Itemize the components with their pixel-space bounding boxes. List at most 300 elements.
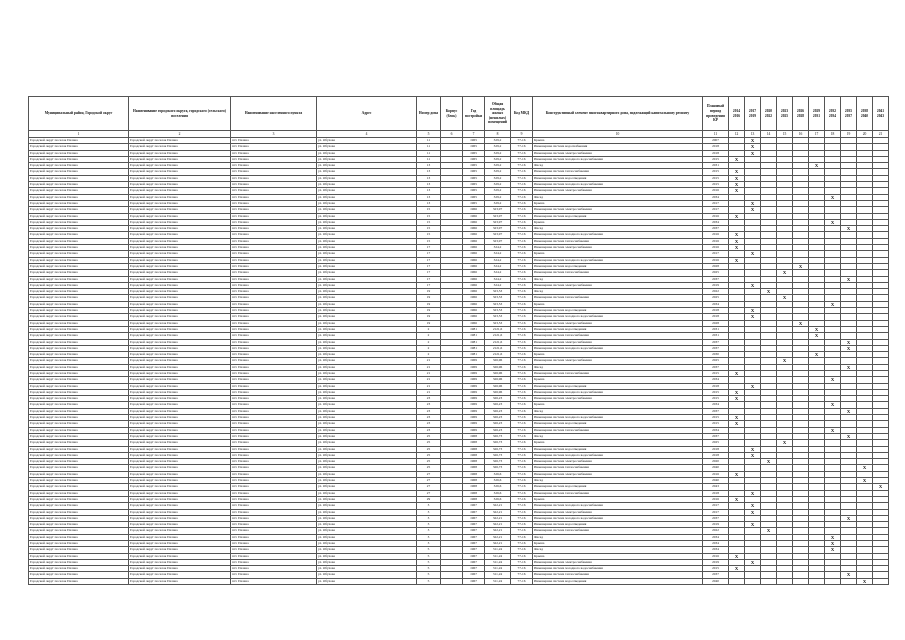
- house-number-cell: 2: [417, 339, 441, 345]
- address-cell: ул. Обухова: [317, 433, 417, 439]
- structural-element-cell: Инженерная система электроснабжения: [533, 339, 703, 345]
- column-header: 2023 2025: [777, 97, 793, 131]
- structural-element-cell: Крыша: [533, 402, 703, 408]
- municipal-district-cell: Городской округ поселок Палана: [29, 559, 129, 565]
- planned-period-cell: 2017: [703, 251, 729, 257]
- house-number-cell: 3: [417, 509, 441, 515]
- column-number: 20: [857, 131, 873, 138]
- planned-period-cell: 2015: [703, 396, 729, 402]
- mkd-code-cell: 77-16: [511, 263, 533, 269]
- house-number-cell: 25: [417, 452, 441, 458]
- locality-cell: пгт. Палана: [231, 263, 317, 269]
- area-cell: 323,97: [485, 238, 511, 244]
- settlement-cell: Городской округ поселок Палана: [129, 553, 231, 559]
- locality-cell: пгт. Палана: [231, 389, 317, 395]
- planned-period-cell: 2018: [703, 383, 729, 389]
- build-year-cell: 1966: [463, 314, 485, 320]
- municipal-district-cell: Городской округ поселок Палана: [29, 188, 129, 194]
- structural-element-cell: Фасад: [533, 534, 703, 540]
- house-number-cell: 13: [417, 182, 441, 188]
- address-cell: ул. Обухова: [317, 213, 417, 219]
- column-header: Корпус (блок): [441, 97, 463, 131]
- address-cell: ул. Обухова: [317, 232, 417, 238]
- address-cell: ул. Обухова: [317, 547, 417, 553]
- period-mark-cell: X: [729, 415, 745, 421]
- area-cell: 324,2: [485, 276, 511, 282]
- period-mark-cell: X: [729, 238, 745, 244]
- period-mark-cell: X: [745, 503, 761, 509]
- locality-cell: пгт. Палана: [231, 289, 317, 295]
- period-mark-cell: X: [729, 156, 745, 162]
- municipal-district-cell: Городской округ поселок Палана: [29, 509, 129, 515]
- planned-period-cell: 2019: [703, 282, 729, 288]
- area-cell: 326,6: [485, 490, 511, 496]
- column-number: 4: [317, 131, 417, 138]
- planned-period-cell: 2016: [703, 496, 729, 502]
- mkd-code-cell: 77-16: [511, 465, 533, 471]
- area-cell: 326,73: [485, 459, 511, 465]
- locality-cell: пгт. Палана: [231, 490, 317, 496]
- planned-period-cell: 2016: [703, 553, 729, 559]
- mkd-code-cell: 77-16: [511, 295, 533, 301]
- mkd-code-cell: 77-16: [511, 308, 533, 314]
- mkd-code-cell: 77-16: [511, 578, 533, 584]
- period-mark-cell: X: [841, 339, 857, 345]
- settlement-cell: Городской округ поселок Палана: [129, 257, 231, 263]
- settlement-cell: Городской округ поселок Палана: [129, 251, 231, 257]
- mkd-code-cell: 77-16: [511, 547, 533, 553]
- build-year-cell: 1967: [463, 534, 485, 540]
- mkd-code-cell: 77-16: [511, 270, 533, 276]
- period-mark-cell: X: [745, 522, 761, 528]
- area-cell: 326,73: [485, 465, 511, 471]
- house-number-cell: 2: [417, 326, 441, 332]
- period-mark-cell: X: [825, 402, 841, 408]
- municipal-district-cell: Городской округ поселок Палана: [29, 572, 129, 578]
- address-cell: ул. Обухова: [317, 452, 417, 458]
- planned-period-cell: 2025: [703, 270, 729, 276]
- mkd-code-cell: 77-16: [511, 503, 533, 509]
- planned-period-cell: 2034: [703, 377, 729, 383]
- area-cell: 326,96: [485, 383, 511, 389]
- area-cell: 323,97: [485, 213, 511, 219]
- house-number-cell: 11: [417, 138, 441, 144]
- period-mark-cell: X: [825, 534, 841, 540]
- settlement-cell: Городской округ поселок Палана: [129, 238, 231, 244]
- period-mark-cell: [841, 578, 857, 584]
- locality-cell: пгт. Палана: [231, 270, 317, 276]
- period-mark-cell: X: [809, 352, 825, 358]
- period-mark-cell: X: [841, 572, 857, 578]
- address-cell: ул. Обухова: [317, 238, 417, 244]
- settlement-cell: Городской округ поселок Палана: [129, 446, 231, 452]
- build-year-cell: 1966: [463, 207, 485, 213]
- area-cell: 326,6: [485, 484, 511, 490]
- column-header: Адрес: [317, 97, 417, 131]
- address-cell: ул. Обухова: [317, 408, 417, 414]
- locality-cell: пгт. Палана: [231, 408, 317, 414]
- address-cell: ул. Обухова: [317, 144, 417, 150]
- period-mark-cell: X: [777, 440, 793, 446]
- area-cell: 323,97: [485, 232, 511, 238]
- structural-element-cell: Инженерная система водоотведения: [533, 308, 703, 314]
- period-mark-cell: X: [777, 358, 793, 364]
- structural-element-cell: Инженерная система теплоснабжения: [533, 465, 703, 471]
- planned-period-cell: 2043: [703, 484, 729, 490]
- settlement-cell: Городской округ поселок Палана: [129, 175, 231, 181]
- area-cell: 326,73: [485, 433, 511, 439]
- building-block-cell: [441, 578, 463, 584]
- house-number-cell: 15: [417, 213, 441, 219]
- settlement-cell: Городской округ поселок Палана: [129, 478, 231, 484]
- planned-period-cell: 2034: [703, 219, 729, 225]
- structural-element-cell: Фасад: [533, 547, 703, 553]
- address-cell: ул. Обухова: [317, 156, 417, 162]
- municipal-district-cell: Городской округ поселок Палана: [29, 200, 129, 206]
- period-mark-cell: X: [841, 408, 857, 414]
- column-number: 16: [793, 131, 809, 138]
- column-number: 11: [703, 131, 729, 138]
- mkd-code-cell: 77-16: [511, 389, 533, 395]
- column-number: 8: [485, 131, 511, 138]
- municipal-district-cell: Городской округ поселок Палана: [29, 553, 129, 559]
- address-cell: ул. Обухова: [317, 207, 417, 213]
- mkd-code-cell: 77-16: [511, 478, 533, 484]
- build-year-cell: 1967: [463, 528, 485, 534]
- structural-element-cell: Инженерная система водоотведения: [533, 522, 703, 528]
- structural-element-cell: Инженерная система водоотведения: [533, 213, 703, 219]
- structural-element-cell: Фасад: [533, 408, 703, 414]
- build-year-cell: 1968: [463, 496, 485, 502]
- municipal-district-cell: Городской округ поселок Палана: [29, 370, 129, 376]
- mkd-code-cell: 77-16: [511, 515, 533, 521]
- planned-period-cell: 2016: [703, 471, 729, 477]
- house-number-cell: 15: [417, 207, 441, 213]
- area-cell: 322,21: [485, 534, 511, 540]
- build-year-cell: 1965: [463, 200, 485, 206]
- planned-period-cell: 2037: [703, 364, 729, 370]
- locality-cell: пгт. Палана: [231, 509, 317, 515]
- address-cell: ул. Обухова: [317, 175, 417, 181]
- planned-period-cell: 2017: [703, 509, 729, 515]
- house-number-cell: 19: [417, 301, 441, 307]
- build-year-cell: 1966: [463, 219, 485, 225]
- column-header: 2035 2037: [841, 97, 857, 131]
- build-year-cell: 1965: [463, 138, 485, 144]
- municipal-district-cell: Городской округ поселок Палана: [29, 308, 129, 314]
- municipal-district-cell: Городской округ поселок Палана: [29, 522, 129, 528]
- address-cell: ул. Обухова: [317, 515, 417, 521]
- settlement-cell: Городской округ поселок Палана: [129, 245, 231, 251]
- settlement-cell: Городской округ поселок Палана: [129, 144, 231, 150]
- locality-cell: пгт. Палана: [231, 156, 317, 162]
- build-year-cell: 1968: [463, 490, 485, 496]
- build-year-cell: 1965: [463, 175, 485, 181]
- period-mark-cell: X: [745, 383, 761, 389]
- area-cell: 324,2: [485, 245, 511, 251]
- build-year-cell: 1969: [463, 364, 485, 370]
- planned-period-cell: 2034: [703, 541, 729, 547]
- mkd-code-cell: 77-16: [511, 541, 533, 547]
- mkd-code-cell: 77-16: [511, 245, 533, 251]
- municipal-district-cell: Городской округ поселок Палана: [29, 496, 129, 502]
- mkd-code-cell: 77-16: [511, 320, 533, 326]
- period-mark-cell: X: [729, 169, 745, 175]
- municipal-district-cell: Городской округ поселок Палана: [29, 446, 129, 452]
- locality-cell: пгт. Палана: [231, 496, 317, 502]
- locality-cell: пгт. Палана: [231, 370, 317, 376]
- planned-period-cell: 2034: [703, 301, 729, 307]
- municipal-district-cell: Городской округ поселок Палана: [29, 144, 129, 150]
- period-mark-cell: [873, 578, 889, 584]
- column-number: 15: [777, 131, 793, 138]
- area-cell: 326,6: [485, 471, 511, 477]
- area-cell: 329,2: [485, 138, 511, 144]
- planned-period-cell: 2015: [703, 389, 729, 395]
- settlement-cell: Городской округ поселок Палана: [129, 415, 231, 421]
- municipal-district-cell: Городской округ поселок Палана: [29, 289, 129, 295]
- house-number-cell: 3: [417, 522, 441, 528]
- locality-cell: пгт. Палана: [231, 282, 317, 288]
- build-year-cell: 1966: [463, 276, 485, 282]
- area-cell: 326,96: [485, 358, 511, 364]
- locality-cell: пгт. Палана: [231, 578, 317, 584]
- build-year-cell: 1967: [463, 509, 485, 515]
- period-mark-cell: X: [745, 282, 761, 288]
- locality-cell: пгт. Палана: [231, 566, 317, 572]
- mkd-code-cell: 77-16: [511, 383, 533, 389]
- planned-period-cell: 2007: [703, 138, 729, 144]
- address-cell: ул. Обухова: [317, 257, 417, 263]
- structural-element-cell: Инженерная система водоотведения: [533, 263, 703, 269]
- locality-cell: пгт. Палана: [231, 194, 317, 200]
- locality-cell: пгт. Палана: [231, 339, 317, 345]
- planned-period-cell: 2019: [703, 559, 729, 565]
- house-number-cell: 5: [417, 572, 441, 578]
- build-year-cell: 1981: [463, 339, 485, 345]
- locality-cell: пгт. Палана: [231, 150, 317, 156]
- planned-period-cell: 2018: [703, 490, 729, 496]
- locality-cell: пгт. Палана: [231, 547, 317, 553]
- build-year-cell: 1966: [463, 238, 485, 244]
- address-cell: ул. Обухова: [317, 320, 417, 326]
- locality-cell: пгт. Палана: [231, 333, 317, 339]
- locality-cell: пгт. Палана: [231, 276, 317, 282]
- period-mark-cell: X: [825, 219, 841, 225]
- column-number: 10: [533, 131, 703, 138]
- mkd-code-cell: 77-16: [511, 358, 533, 364]
- column-header: 2032 2034: [825, 97, 841, 131]
- build-year-cell: 1967: [463, 503, 485, 509]
- period-mark-cell: X: [729, 257, 745, 263]
- mkd-code-cell: 77-16: [511, 566, 533, 572]
- house-number-cell: 23: [417, 396, 441, 402]
- structural-element-cell: Инженерная система теплоснабжения: [533, 490, 703, 496]
- planned-period-cell: 2018: [703, 144, 729, 150]
- period-mark-cell: X: [825, 377, 841, 383]
- house-number-cell: 25: [417, 465, 441, 471]
- house-number-cell: 13: [417, 175, 441, 181]
- settlement-cell: Городской округ поселок Палана: [129, 566, 231, 572]
- structural-element-cell: Инженерная система холодного водоснабжения: [533, 415, 703, 421]
- mkd-code-cell: 77-16: [511, 188, 533, 194]
- build-year-cell: 1965: [463, 194, 485, 200]
- locality-cell: пгт. Палана: [231, 163, 317, 169]
- settlement-cell: Городской округ поселок Палана: [129, 232, 231, 238]
- settlement-cell: Городской округ поселок Палана: [129, 326, 231, 332]
- repair-program-table: [28, 96, 889, 585]
- municipal-district-cell: Городской округ поселок Палана: [29, 383, 129, 389]
- structural-element-cell: Инженерная система теплоснабжения: [533, 528, 703, 534]
- period-mark-cell: X: [729, 175, 745, 181]
- build-year-cell: 1966: [463, 251, 485, 257]
- house-number-cell: 25: [417, 440, 441, 446]
- structural-element-cell: Инженерная система теплоснабжения: [533, 333, 703, 339]
- settlement-cell: Городской округ поселок Палана: [129, 503, 231, 509]
- structural-element-cell: Инженерная система электроснабжения: [533, 559, 703, 565]
- column-header: Конструктивный элемент многоквартирного дома, подлежащий капитальному ремонту: [533, 97, 703, 131]
- settlement-cell: Городской округ поселок Палана: [129, 156, 231, 162]
- locality-cell: пгт. Палана: [231, 484, 317, 490]
- build-year-cell: 1968: [463, 484, 485, 490]
- locality-cell: пгт. Палана: [231, 383, 317, 389]
- period-mark-cell: X: [761, 289, 777, 295]
- structural-element-cell: Инженерная система холодного водоснабжения: [533, 345, 703, 351]
- address-cell: ул. Обухова: [317, 478, 417, 484]
- house-number-cell: 19: [417, 320, 441, 326]
- mkd-code-cell: 77-16: [511, 496, 533, 502]
- address-cell: ул. Обухова: [317, 383, 417, 389]
- address-cell: ул. Обухова: [317, 270, 417, 276]
- planned-period-cell: 2037: [703, 339, 729, 345]
- period-mark-cell: X: [745, 144, 761, 150]
- settlement-cell: Городской округ поселок Палана: [129, 200, 231, 206]
- address-cell: ул. Обухова: [317, 219, 417, 225]
- municipal-district-cell: Городской округ поселок Палана: [29, 301, 129, 307]
- settlement-cell: Городской округ поселок Палана: [129, 188, 231, 194]
- period-mark-cell: X: [841, 364, 857, 370]
- structural-element-cell: Инженерная система теплоснабжения: [533, 169, 703, 175]
- settlement-cell: Городской округ поселок Палана: [129, 433, 231, 439]
- house-number-cell: 21: [417, 364, 441, 370]
- structural-element-cell: Крыша: [533, 496, 703, 502]
- house-number-cell: 3: [417, 503, 441, 509]
- mkd-code-cell: 77-16: [511, 364, 533, 370]
- build-year-cell: 1967: [463, 522, 485, 528]
- house-number-cell: 19: [417, 314, 441, 320]
- mkd-code-cell: 77-16: [511, 301, 533, 307]
- house-number-cell: 5: [417, 566, 441, 572]
- mkd-code-cell: 77-16: [511, 452, 533, 458]
- settlement-cell: Городской округ поселок Палана: [129, 358, 231, 364]
- address-cell: ул. Обухова: [317, 282, 417, 288]
- period-mark-cell: X: [745, 138, 761, 144]
- settlement-cell: Городской округ поселок Палана: [129, 314, 231, 320]
- period-mark-cell: X: [857, 465, 873, 471]
- locality-cell: пгт. Палана: [231, 503, 317, 509]
- mkd-code-cell: 77-16: [511, 213, 533, 219]
- structural-element-cell: Инженерная система электроснабжения: [533, 358, 703, 364]
- house-number-cell: 3: [417, 534, 441, 540]
- house-number-cell: 29: [417, 496, 441, 502]
- period-mark-cell: X: [729, 232, 745, 238]
- locality-cell: пгт. Палана: [231, 138, 317, 144]
- period-mark-cell: X: [857, 578, 873, 584]
- mkd-code-cell: 77-16: [511, 421, 533, 427]
- planned-period-cell: 2015: [703, 175, 729, 181]
- build-year-cell: 1967: [463, 578, 485, 584]
- area-cell: 2121,6: [485, 352, 511, 358]
- house-number-cell: 21: [417, 358, 441, 364]
- column-header: Наименование населенного пункта: [231, 97, 317, 131]
- address-cell: ул. Обухова: [317, 522, 417, 528]
- mkd-code-cell: 77-16: [511, 138, 533, 144]
- locality-cell: пгт. Палана: [231, 541, 317, 547]
- structural-element-cell: Инженерная система электроснабжения: [533, 150, 703, 156]
- structural-element-cell: Инженерная система водоотведения: [533, 326, 703, 332]
- municipal-district-cell: Городской округ поселок Палана: [29, 490, 129, 496]
- locality-cell: пгт. Палана: [231, 534, 317, 540]
- municipal-district-cell: Городской округ поселок Палана: [29, 213, 129, 219]
- house-number-cell: 25: [417, 446, 441, 452]
- locality-cell: пгт. Палана: [231, 188, 317, 194]
- settlement-cell: Городской округ поселок Палана: [129, 578, 231, 584]
- settlement-cell: Городской округ поселок Палана: [129, 370, 231, 376]
- structural-element-cell: Крыша: [533, 251, 703, 257]
- build-year-cell: 1967: [463, 547, 485, 553]
- column-header: 2026 2028: [793, 97, 809, 131]
- address-cell: ул. Обухова: [317, 295, 417, 301]
- area-cell: 329,2: [485, 150, 511, 156]
- locality-cell: пгт. Палана: [231, 219, 317, 225]
- mkd-code-cell: 77-16: [511, 572, 533, 578]
- area-cell: 322,21: [485, 515, 511, 521]
- mkd-code-cell: 77-16: [511, 402, 533, 408]
- locality-cell: пгт. Палана: [231, 238, 317, 244]
- column-header: Год постройки: [463, 97, 485, 131]
- structural-element-cell: Инженерная система теплоснабжения: [533, 370, 703, 376]
- house-number-cell: 11: [417, 156, 441, 162]
- build-year-cell: 1969: [463, 383, 485, 389]
- period-mark-cell: X: [729, 370, 745, 376]
- house-number-cell: 17: [417, 257, 441, 263]
- mkd-code-cell: 77-16: [511, 163, 533, 169]
- municipal-district-cell: Городской округ поселок Палана: [29, 465, 129, 471]
- municipal-district-cell: Городской округ поселок Палана: [29, 440, 129, 446]
- municipal-district-cell: Городской округ поселок Палана: [29, 238, 129, 244]
- area-cell: 324,2: [485, 282, 511, 288]
- column-header: 2029 2031: [809, 97, 825, 131]
- house-number-cell: 15: [417, 238, 441, 244]
- house-number-cell: 3: [417, 541, 441, 547]
- build-year-cell: 1967: [463, 515, 485, 521]
- build-year-cell: 1981: [463, 345, 485, 351]
- settlement-cell: Городской округ поселок Палана: [129, 219, 231, 225]
- settlement-cell: Городской округ поселок Палана: [129, 528, 231, 534]
- period-mark-cell: X: [729, 182, 745, 188]
- planned-period-cell: 2037: [703, 515, 729, 521]
- planned-period-cell: 2037: [703, 226, 729, 232]
- settlement-cell: Городской округ поселок Палана: [129, 301, 231, 307]
- municipal-district-cell: Городской округ поселок Палана: [29, 245, 129, 251]
- period-mark-cell: X: [841, 515, 857, 521]
- house-number-cell: 23: [417, 427, 441, 433]
- period-mark-cell: X: [745, 308, 761, 314]
- locality-cell: пгт. Палана: [231, 459, 317, 465]
- settlement-cell: Городской округ поселок Палана: [129, 427, 231, 433]
- settlement-cell: Городской округ поселок Палана: [129, 522, 231, 528]
- period-mark-cell: X: [729, 245, 745, 251]
